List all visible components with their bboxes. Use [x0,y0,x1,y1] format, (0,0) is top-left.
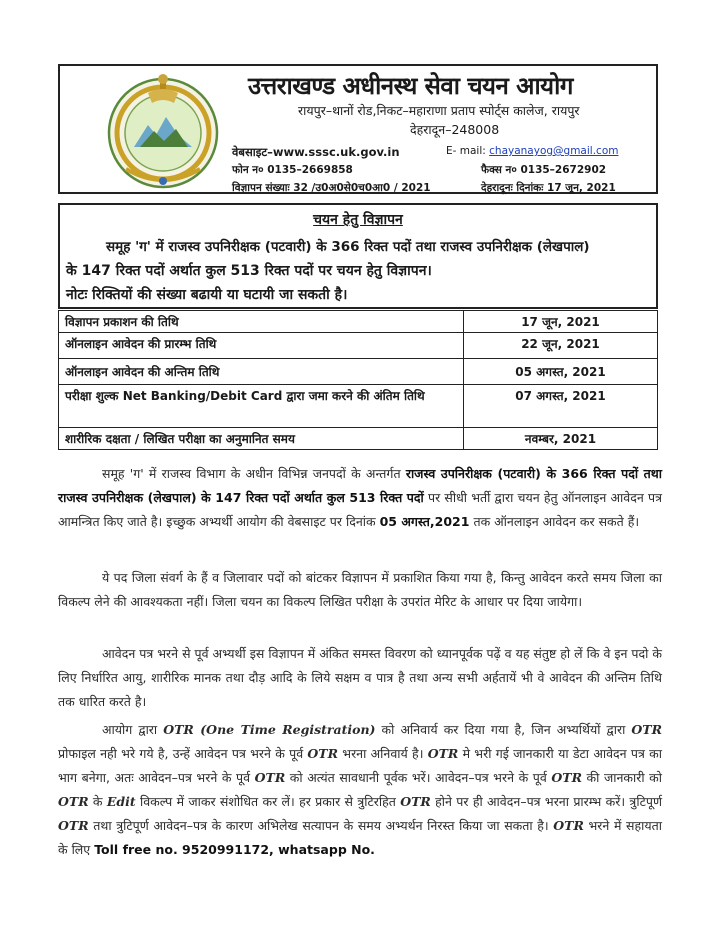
p4-otr: OTR [58,794,89,809]
p4-text: होने पर ही आवेदन–पत्र भरना प्रारम्भ करें। त्रुटिपूर्ण [430,794,663,809]
p4-otr: OTR [307,746,339,761]
paragraph-1 [58,462,662,534]
notice-box [58,203,658,309]
date-value: 05 अगस्त, 2021 [464,359,658,385]
table-row [59,385,658,428]
p4-otr: OTR [58,818,89,833]
date-value: 17 जून, 2021 [464,311,658,333]
address-line-1: रायपुर–थानों रोड,निकट–महाराणा प्रताप स्पोर्ट्स कालेज, रायपुर [298,103,580,118]
website[interactable]: वेबसाइट–www.sssc.uk.gov.in [232,145,400,159]
p4-otr: OTR [427,746,459,761]
p4-otr: OTR [551,770,582,785]
p1-text-d: 05 अगस्त,2021 [379,514,470,529]
p4-text: प्रोफाइल नही भरे गये है, उन्हें आवेदन पत्र भरने के पूर्व [58,746,308,761]
p4-text: तथा त्रुटिपूर्ण आवेदन–पत्र के कारण अभिलेख सत्यापन के समय अभ्यर्थन निरस्त किया जा सकता है। [88,818,554,833]
notice-line-3: नोटः रिक्तियों की संख्या बढायी या घटायी जा सकती है। [66,287,348,303]
p4-text: को अनिवार्य कर दिया गया है, जिन अभ्यर्थियों द्वारा [375,722,632,737]
p1-text-c: पर सीधी भर्ती द्वारा चयन हेतु ऑनलाइन आवेदन पत्र आमन्त्रित किए जाते है। इच्छुक अभ्यर्थी आयोग की वेबसाइट पर दिनांक [58,490,662,529]
p4-otr-full: OTR (One Time Registration) [163,722,376,737]
paragraph-4 [58,718,662,862]
date-value: नवम्बर, 2021 [464,428,658,450]
p4-otr: OTR [553,818,584,833]
important-dates-table [58,310,658,450]
p4-text: की जानकारी को [581,770,662,785]
advertisement-number: विज्ञापन संख्याः 32 /उ0अ0से0च0आ0 / 2021 [232,182,431,194]
p4-text: भरना अनिवार्य है। [338,746,428,761]
p4-otr: OTR [631,722,662,737]
notice-line-1: समूह 'ग' में राजस्व उपनिरीक्षक (पटवारी) के 366 रिक्त पदों तथा राजस्व उपनिरीक्षक (लेखपाल) [106,239,590,255]
uksssc-emblem-icon [104,69,222,193]
p4-edit: Edit [106,794,136,809]
advertisement-date: देहरादूनः दिनांकः 17 जून, 2021 [481,182,616,194]
phone-number: फोन न० 0135–2669858 [232,164,353,176]
date-value: 07 अगस्त, 2021 [464,385,658,428]
date-label: विज्ञापन प्रकाशन की तिथि [59,311,464,333]
paragraph-3: आवेदन पत्र भरने से पूर्व अभ्यर्थी इस विज्ञापन में अंकित समस्त विवरण को ध्यानपूर्वक पढ़ें व यह संतुष्ट हो लें कि वे इन पदो के लिए निर्धारित आयु, शारीरिक मानक तथा दौड़ आदि के लिये सक्षम व पात्र है तथा अन्य सभी अर्हतायें भी वे आवेदन की अन्तिम तिथि तक धारित करते है। [58,646,662,709]
date-label: शारीरिक दक्षता / लिखित परीक्षा का अनुमानित समय [59,428,464,450]
address-line-2: देहरादून–248008 [410,122,500,137]
p4-otr: OTR [400,794,431,809]
table-row [59,311,658,333]
p4-text: को अत्यंत सावधानी पूर्वक भरें। आवेदन–पत्र भरने के पूर्व [285,770,552,785]
p4-text: के [88,794,107,809]
p4-text: मे भरी गई जानकारी या डेटा आवेदन पत्र का भाग बनेगा, अतः आवेदन–पत्र भरने के पूर्व [58,746,662,785]
p4-text: विकल्प में जाकर संशोधित कर लें। हर प्रकार से त्रुटिरहित [135,794,401,809]
date-label: ऑनलाइन आवेदन की अन्तिम तिथि [59,359,464,385]
org-name: उत्तराखण्ड अधीनस्थ सेवा चयन आयोग [248,71,573,100]
p1-text-b: राजस्व उपनिरीक्षक (पटवारी) के 366 रिक्त पदों तथा राजस्व उपनिरीक्षक (लेखपाल) के 147 रिक्त पदों अर्थात कुल 513 रिक्त पदों [58,466,663,505]
email-label: E- mail: [446,145,486,157]
notice-title: चयन हेतु विज्ञापन [313,212,403,228]
table-row [59,333,658,359]
letterhead [58,64,658,194]
paragraph-2: ये पद जिला संवर्ग के हैं व जिलावार पदों को बांटकर विज्ञापन में प्रकाशित किया गया है, किन्तु आवेदन करते समय जिला का विकल्प लेने की आवश्यकता नहीं। जिला चयन का विकल्प लिखित परीक्षा के उपरांत मेरिट के आधार पर दिया जायेगा। [58,570,662,609]
email-row [446,145,618,157]
toll-free-number: Toll free no. 9520991172, whatsapp No. [94,842,375,857]
date-value: 22 जून, 2021 [464,333,658,359]
date-label: ऑनलाइन आवेदन की प्रारम्भ तिथि [59,333,464,359]
p1-text-a: समूह 'ग' में राजस्व विभाग के अधीन विभिन्न जनपदों के अन्तर्गत [102,466,406,481]
p4-text: भरने में सहायता के लिए [58,818,662,857]
p4-otr: OTR [254,770,286,785]
notice-line-2: के 147 रिक्त पदों अर्थात कुल 513 रिक्त पदों पर चयन हेतु विज्ञापन। [66,263,432,279]
date-label: परीक्षा शुल्क Net Banking/Debit Card द्वारा जमा करने की अंतिम तिथि [59,385,464,428]
table-row [59,359,658,385]
email-link[interactable]: chayanayog@gmail.com [489,145,619,157]
p4-text: आयोग द्वारा [102,722,164,737]
fax-number: फैक्स न० 0135–2672902 [481,164,607,176]
table-row [59,428,658,450]
p1-text-e: तक ऑनलाइन आवेदन कर सकते हैं। [469,514,640,529]
